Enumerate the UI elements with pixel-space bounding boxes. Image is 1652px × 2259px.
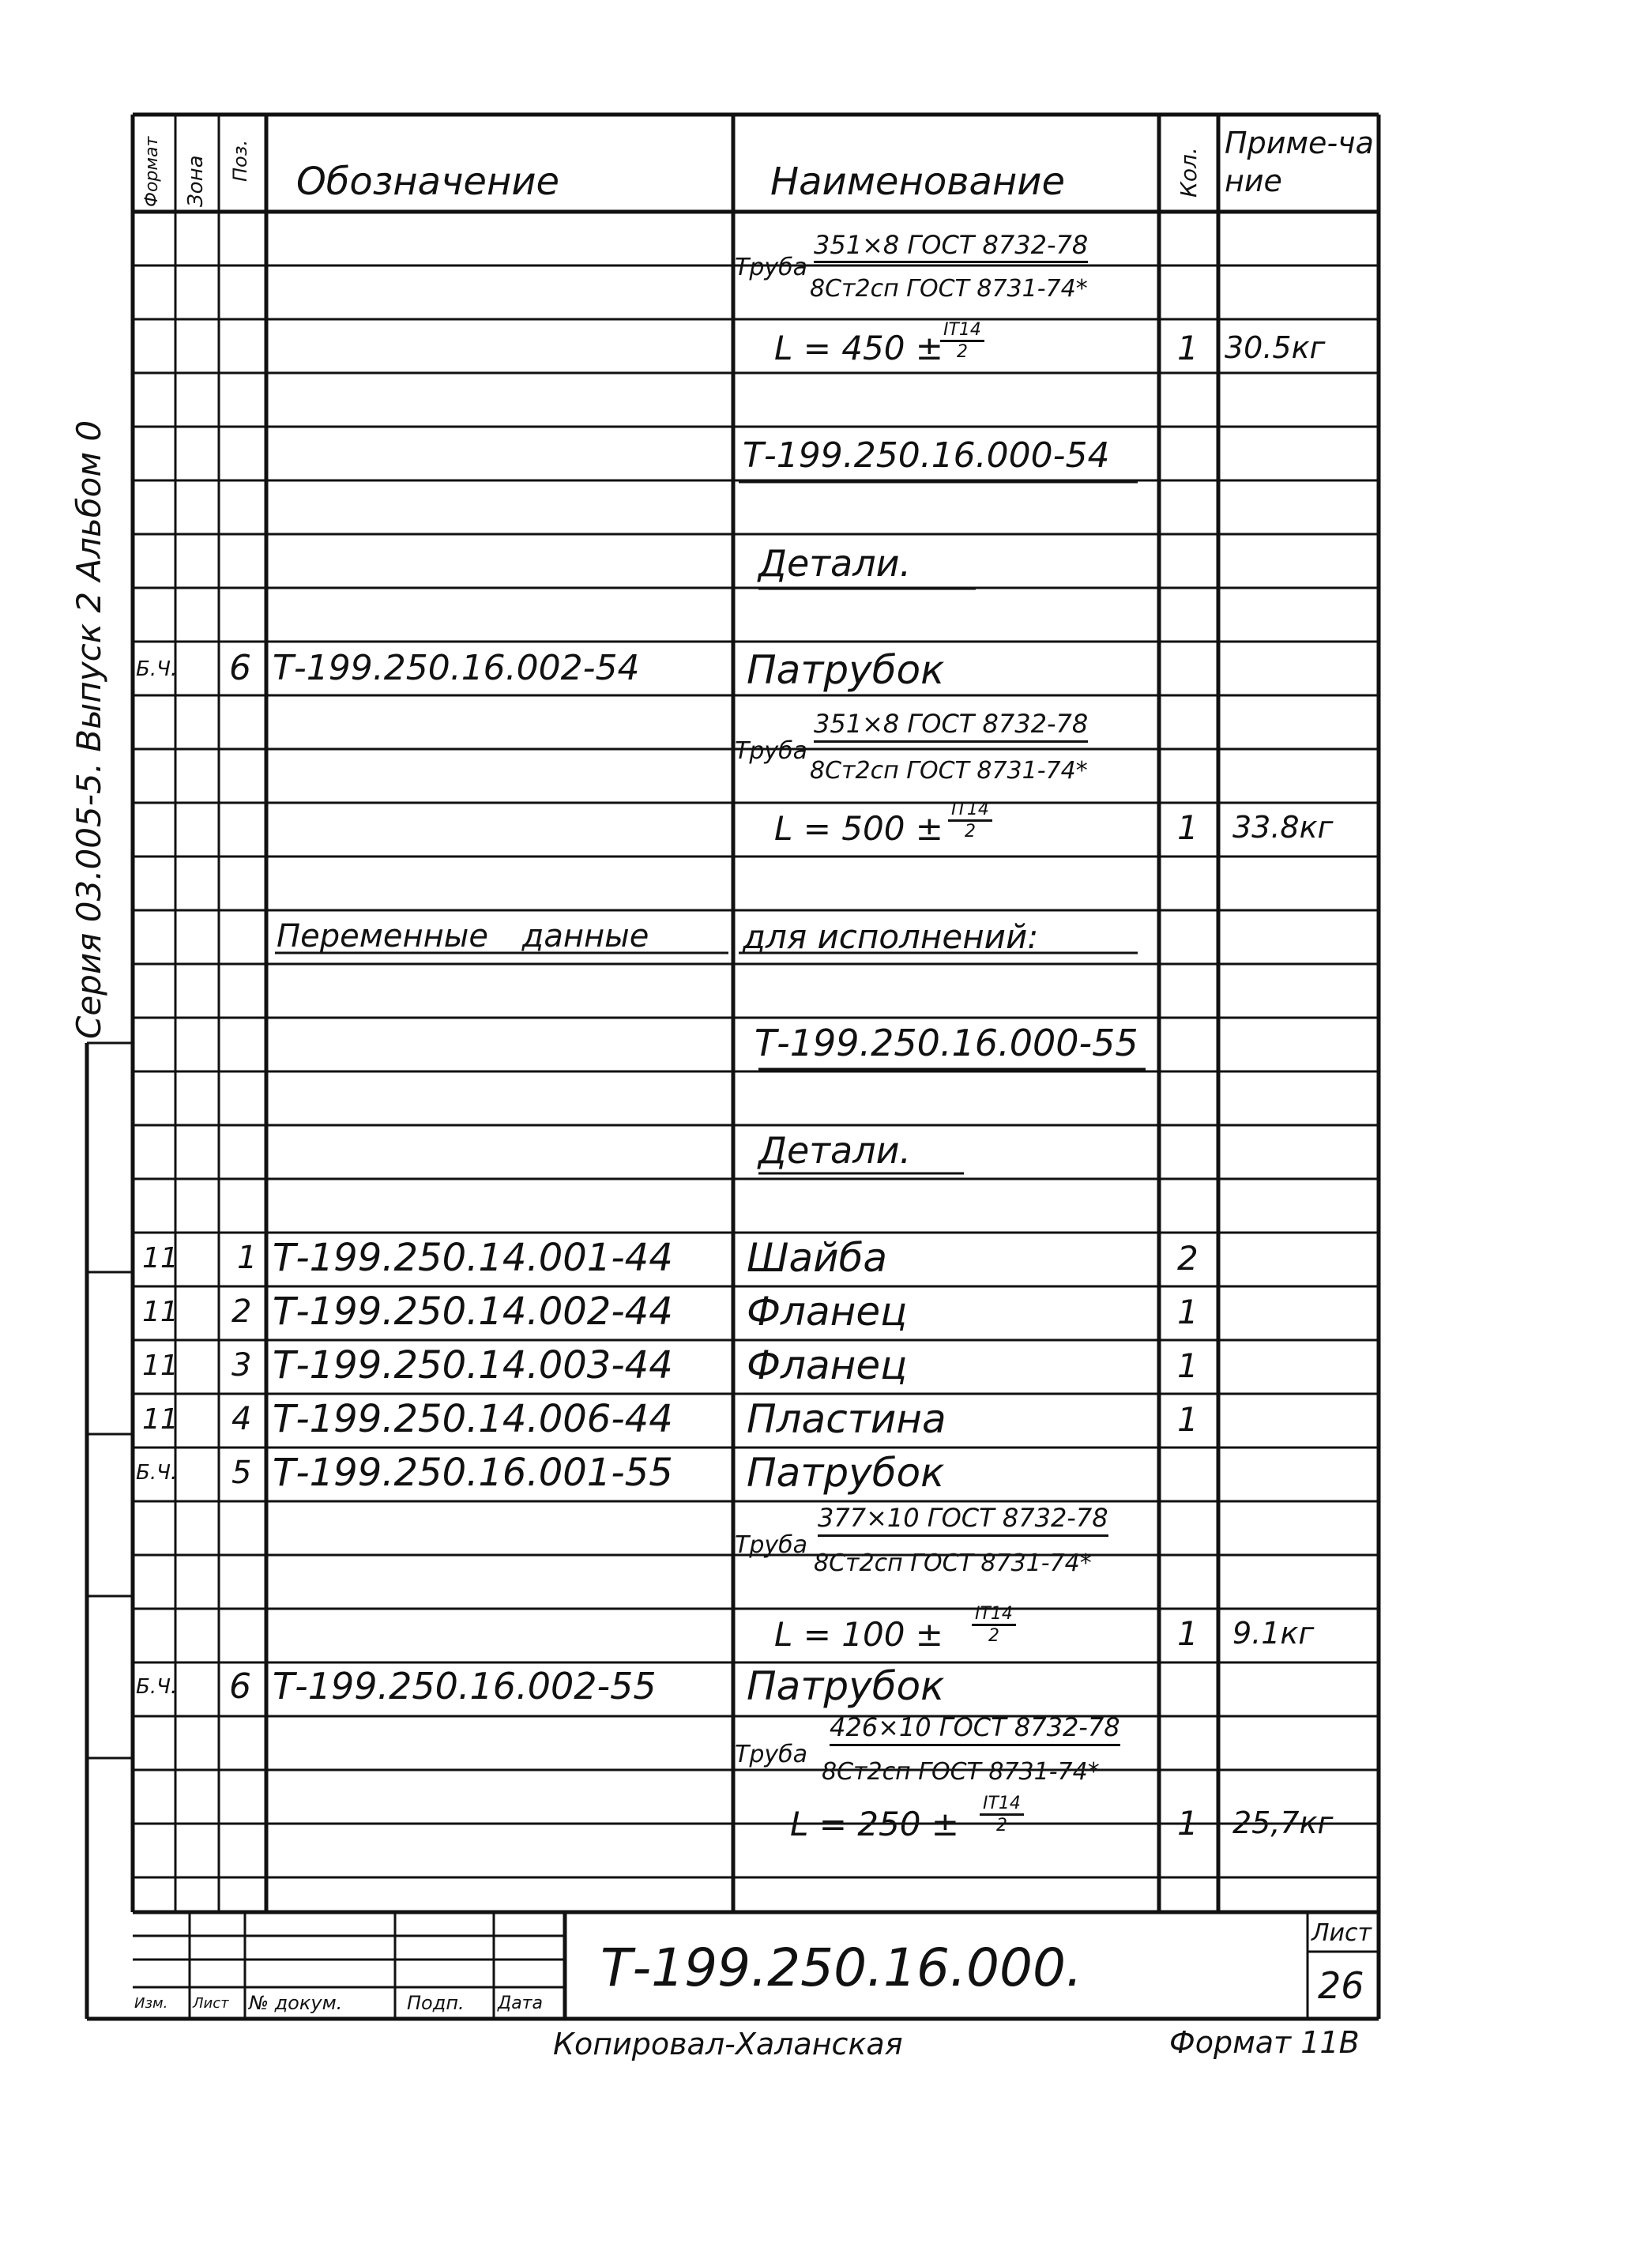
item-4-qty: 1 bbox=[1177, 1399, 1199, 1439]
header-qty: Кол. bbox=[1176, 147, 1202, 198]
title-col-izm: Изм. bbox=[134, 1994, 168, 2012]
item-3-qty: 1 bbox=[1177, 1346, 1199, 1385]
variable-data-b: для исполнений: bbox=[743, 917, 1039, 956]
header-format: Формат bbox=[142, 136, 162, 207]
r7-tolerance-num: IT14 bbox=[980, 1794, 1024, 1816]
r6-pipe-label: Труба bbox=[735, 736, 808, 765]
r5-tolerance-num: IT14 bbox=[972, 1604, 1016, 1626]
r6-length: L = 500 ± bbox=[774, 808, 943, 848]
item-2-name: Фланец bbox=[747, 1289, 908, 1335]
r6-format: Б.Ч. bbox=[136, 657, 178, 681]
r5-tolerance bbox=[972, 1604, 1016, 1646]
r6-tolerance bbox=[948, 800, 992, 841]
item-5-pos: 5 bbox=[231, 1455, 252, 1491]
item-4-pos: 4 bbox=[231, 1401, 252, 1437]
side-stamp: Серия 03.005-5. Выпуск 2 Альбом 0 bbox=[70, 420, 108, 1039]
item-5-name: Патрубок bbox=[747, 1450, 945, 1496]
details-heading-1: Детали. bbox=[758, 542, 912, 585]
r7-pipe-label: Труба bbox=[735, 1740, 808, 1768]
title-col-doc: № докум. bbox=[249, 1992, 343, 2014]
r5-note: 9.1кг bbox=[1232, 1616, 1315, 1651]
r7-note: 25,7кг bbox=[1232, 1805, 1334, 1840]
r5-tolerance-den: 2 bbox=[988, 1626, 999, 1646]
item-2-qty: 1 bbox=[1177, 1292, 1199, 1331]
title-col-date: Дата bbox=[498, 1993, 543, 2013]
r6-note: 33.8кг bbox=[1232, 810, 1334, 845]
r7-length: L = 250 ± bbox=[790, 1804, 959, 1843]
item-2-designation: Т-199.250.14.002-44 bbox=[273, 1290, 673, 1334]
title-col-sign: Подп. bbox=[407, 1992, 465, 2014]
item-1-name: Шайба bbox=[747, 1235, 888, 1281]
item-3-format: 11 bbox=[142, 1349, 179, 1382]
sheet-number: 26 bbox=[1318, 1964, 1364, 2007]
r5-pipe-num: 377×10 ГОСТ 8732-78 bbox=[818, 1501, 1108, 1537]
variant-54: Т-199.250.16.000-54 bbox=[743, 435, 1110, 476]
r1-pipe-label: Труба bbox=[735, 253, 808, 281]
r5-qty: 1 bbox=[1177, 1613, 1199, 1653]
r7-qty: 1 bbox=[1177, 1803, 1199, 1843]
header-pos: Поз. bbox=[229, 139, 251, 182]
sheet-label: Лист bbox=[1311, 1918, 1372, 1947]
document-number: Т-199.250.16.000. bbox=[600, 1937, 1082, 1998]
header-name: Наименование bbox=[770, 160, 1066, 204]
r5-length: L = 100 ± bbox=[774, 1614, 943, 1654]
r1-tolerance-den: 2 bbox=[956, 342, 968, 362]
r7-format: Б.Ч. bbox=[136, 1675, 178, 1699]
item-1-format: 11 bbox=[142, 1241, 179, 1274]
r7-name: Патрубок bbox=[747, 1663, 945, 1709]
r6-pipe-num: 351×8 ГОСТ 8732-78 bbox=[814, 707, 1088, 743]
r5-pipe-label: Труба bbox=[735, 1530, 808, 1559]
r7-pipe-den: 8Ст2сп ГОСТ 8731-74* bbox=[822, 1757, 1100, 1786]
variant-55: Т-199.250.16.000-55 bbox=[755, 1022, 1138, 1064]
header-note: Приме-чание bbox=[1225, 126, 1374, 198]
item-4-format: 11 bbox=[142, 1402, 179, 1436]
item-1-designation: Т-199.250.14.001-44 bbox=[273, 1236, 673, 1280]
item-3-name: Фланец bbox=[747, 1342, 908, 1388]
r7-tolerance bbox=[980, 1794, 1024, 1835]
footer-copied-by: Копировал-Халанская bbox=[553, 2027, 903, 2061]
r1-qty: 1 bbox=[1177, 328, 1199, 367]
item-3-designation: Т-199.250.14.003-44 bbox=[273, 1343, 673, 1387]
header-designation: Обозначение bbox=[296, 160, 560, 204]
r6-qty: 1 bbox=[1177, 808, 1199, 847]
r6-name: Патрубок bbox=[747, 647, 945, 693]
r7-pipe-num: 426×10 ГОСТ 8732-78 bbox=[830, 1711, 1120, 1746]
r1-note: 30.5кг bbox=[1225, 330, 1326, 365]
r1-pipe-den: 8Ст2сп ГОСТ 8731-74* bbox=[810, 274, 1088, 303]
r1-tolerance bbox=[940, 320, 984, 362]
item-5-designation: Т-199.250.16.001-55 bbox=[273, 1451, 673, 1495]
header-zone: Зона bbox=[184, 155, 208, 207]
r6-tolerance-den: 2 bbox=[964, 822, 976, 841]
item-1-pos: 1 bbox=[237, 1240, 258, 1276]
item-2-pos: 2 bbox=[231, 1293, 252, 1330]
item-5-format: Б.Ч. bbox=[136, 1461, 178, 1485]
r7-tolerance-den: 2 bbox=[995, 1816, 1007, 1835]
footer-format: Формат 11В bbox=[1169, 2025, 1360, 2060]
details-heading-2: Детали. bbox=[758, 1129, 912, 1172]
r6-pipe-den: 8Ст2сп ГОСТ 8731-74* bbox=[810, 756, 1088, 785]
item-4-name: Пластина bbox=[747, 1396, 946, 1442]
item-1-qty: 2 bbox=[1177, 1238, 1199, 1278]
r1-tolerance-num: IT14 bbox=[940, 320, 984, 342]
r7-pos: 6 bbox=[229, 1666, 251, 1707]
item-4-designation: Т-199.250.14.006-44 bbox=[273, 1397, 673, 1441]
r6-tolerance-num: IT14 bbox=[948, 800, 992, 822]
r1-pipe-num: 351×8 ГОСТ 8732-78 bbox=[814, 229, 1088, 263]
r5-pipe-den: 8Ст2сп ГОСТ 8731-74* bbox=[814, 1549, 1092, 1577]
r1-length: L = 450 ± bbox=[774, 328, 943, 367]
title-col-list: Лист bbox=[193, 1994, 229, 2012]
item-3-pos: 3 bbox=[231, 1347, 252, 1384]
item-2-format: 11 bbox=[142, 1295, 179, 1328]
r6-pos: 6 bbox=[229, 647, 251, 688]
r7-designation: Т-199.250.16.002-55 bbox=[273, 1665, 657, 1707]
variable-data-a: Переменные данные bbox=[277, 918, 649, 954]
r6-designation: Т-199.250.16.002-54 bbox=[273, 647, 640, 688]
